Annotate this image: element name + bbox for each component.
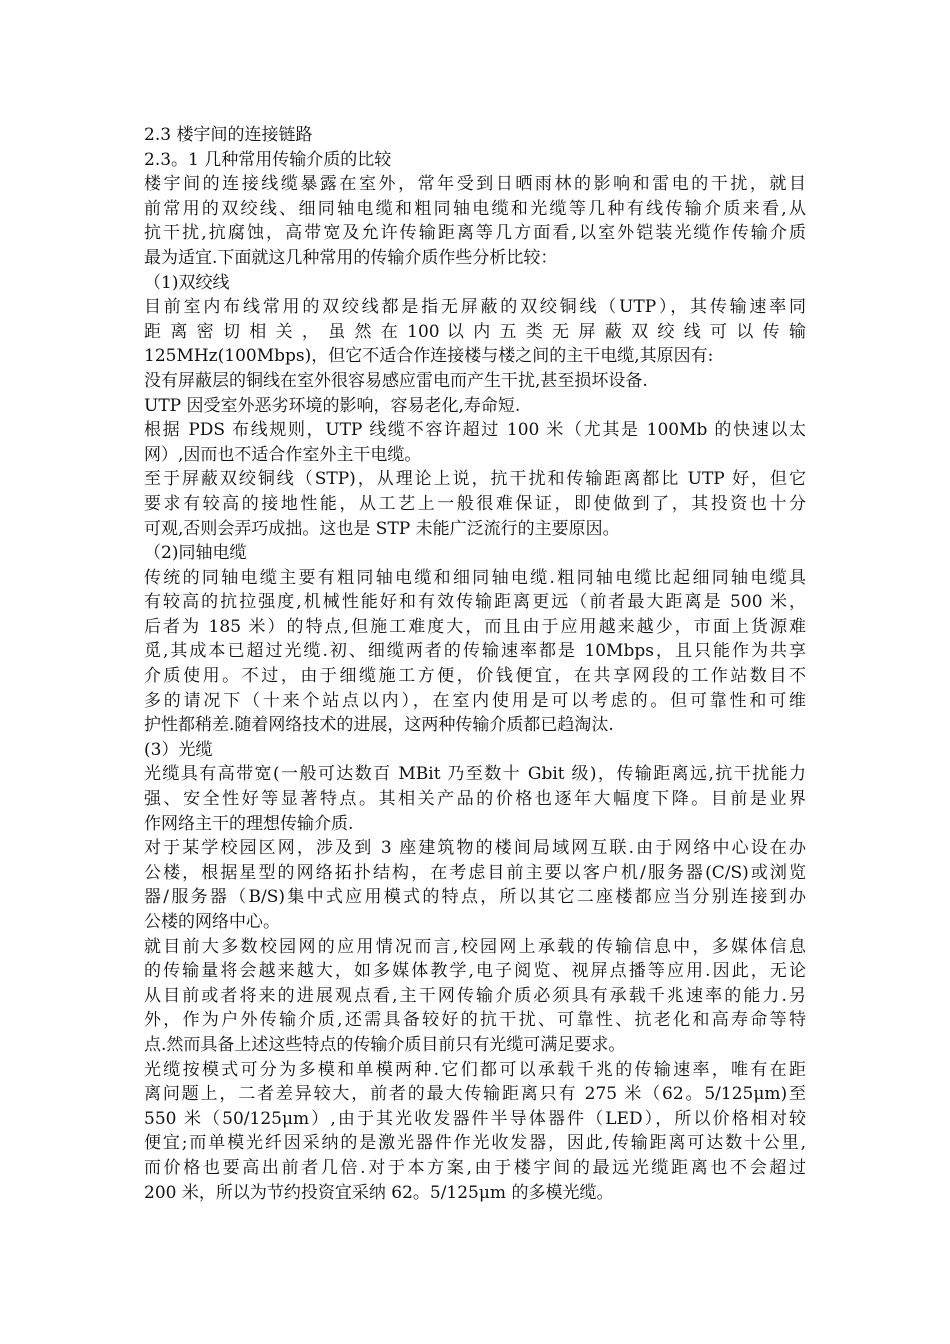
- paragraph-line: 没有屏蔽层的铜线在室外很容易感应雷电而产生干扰,甚至损坏设备.: [144, 370, 648, 391]
- paragraph-line: 公楼，根据星型的网络拓扑结构，在考虑目前主要以客户机/服务器(C/S)或浏览: [144, 862, 806, 883]
- item-heading-fiber: (3）光缆: [144, 739, 213, 760]
- paragraph-line: 介质使用。不过，由于细缆施工方便，价钱便宜，在共享网段的工作站数目不: [144, 666, 806, 687]
- paragraph-line: 器/服务器（B/S)集中式应用模式的特点，所以其它二座楼都应当分别连接到办: [144, 887, 806, 908]
- paragraph-line: 外，作为户外传输介质,还需具备较好的抗干扰、可靠性、抗老化和高寿命等特: [144, 1010, 806, 1031]
- paragraph-line: 后者为 185 米）的特点,但施工难度大，而且由于应用越来越少，市面上货源难: [144, 616, 806, 637]
- paragraph-line: 护性都稍差.随着网络技术的进展，这两种传输介质都已趋淘汰.: [144, 715, 614, 736]
- paragraph-line: 光缆按模式可分为多模和单模两种.它们都可以承载千兆的传输速率，唯有在距: [144, 1059, 806, 1080]
- paragraph-line: 至于屏蔽双绞铜线（STP)，从理论上说，抗干扰和传输距离都比 UTP 好，但它: [144, 469, 806, 490]
- paragraph-line: 最为适宜.下面就这几种常用的传输介质作些分析比较：: [144, 247, 558, 268]
- item-heading-coaxial: （2)同轴电缆: [144, 543, 247, 564]
- paragraph-line: 公楼的网络中心。: [144, 912, 280, 932]
- paragraph-line: UTP 因受室外恶劣环境的影响，容易老化,寿命短.: [144, 395, 521, 416]
- paragraph-line: 多的请况下（十来个站点以内），在室内使用是可以考虑的。但可靠性和可维: [144, 690, 806, 711]
- paragraph-line: 距 离 密 切 相 关 ， 虽 然 在 100 以 内 五 类 无 屏 蔽 双 绞 线 可 以 传 输: [144, 321, 806, 342]
- paragraph-line: 就目前大多数校园网的应用情况而言,校园网上承载的传输信息中，多媒体信息: [144, 936, 806, 957]
- paragraph-line: 125MHz(100Mbps)，但它不适合作连接楼与楼之间的主干电缆,其原因有:: [144, 346, 714, 367]
- section-heading: 2.3 楼宇间的连接链路: [144, 125, 313, 145]
- paragraph-line: 而价格也要高出前者几倍.对于本方案,由于楼宇间的最远光缆距离也不会超过: [144, 1157, 806, 1178]
- paragraph-line: 要求有较高的接地性能，从工艺上一般很难保证，即使做到了，其投资也十分: [144, 493, 806, 514]
- paragraph-line: 可观,否则会弄巧成拙。这也是 STP 未能广泛流行的主要原因。: [144, 518, 620, 539]
- paragraph-line: 光缆具有高带宽(一般可达数百 MBit 乃至数十 Gbit 级)，传输距离远,抗干扰能力: [144, 764, 806, 785]
- paragraph-line: 离问题上，二者差异较大，前者的最大传输距离只有 275 米（62。5/125μm)至: [144, 1084, 806, 1105]
- paragraph-line: 觅,其成本已超过光缆.初、细缆两者的传输速率都是 10Mbps，且只能作为共享: [144, 641, 806, 662]
- paragraph-line: 强、安全性好等显著特点。其相关产品的价格也逐年大幅度下降。目前是业界: [144, 789, 806, 810]
- paragraph-line: 550 米（50/125μm）,由于其光收发器件半导体器件（LED），所以价格相对较: [144, 1108, 806, 1129]
- paragraph-line: 点.然而具备上述这些特点的传输介质目前只有光缆可满足要求。: [144, 1034, 626, 1055]
- paragraph-line: 根据 PDS 布线规则，UTP 线缆不容许超过 100 米（尤其是 100Mb 的快速以太: [144, 420, 806, 441]
- paragraph-line: 便宜;而单模光纤因采纳的是激光器件作光收发器，因此,传输距离可达数十公里,: [144, 1133, 806, 1154]
- paragraph-line: 传统的同轴电缆主要有粗同轴电缆和细同轴电缆.粗同轴电缆比起细同轴电缆具: [144, 567, 806, 588]
- paragraph-line: 对于某学校园区网，涉及到 3 座建筑物的楼间局域网互联.由于网络中心设在办: [144, 838, 806, 859]
- item-heading-twisted-pair: （1)双绞线: [144, 272, 230, 293]
- paragraph-line: 目前室内布线常用的双绞线都是指无屏蔽的双绞铜线（UTP），其传输速率同: [144, 297, 806, 318]
- subsection-heading: 2.3。1 几种常用传输介质的比较: [144, 149, 392, 170]
- paragraph-line: 从目前或者将来的进展观点看,主干网传输介质必须具有承载千兆速率的能力.另: [144, 985, 806, 1006]
- paragraph-line: 的传输量将会越来越大，如多媒体教学,电子阅览、视屏点播等应用.因此，无论: [144, 961, 806, 982]
- paragraph-line: 作网络主干的理想传输介质.: [144, 813, 354, 834]
- paragraph-line: 楼宇间的连接线缆暴露在室外，常年受到日晒雨林的影响和雷电的干扰，就目: [144, 174, 806, 195]
- paragraph-line: 200 米，所以为节约投资宜采纳 62。5/125μm 的多模光缆。: [144, 1182, 614, 1203]
- paragraph-line: 抗干扰,抗腐蚀，高带宽及允许传输距离等几方面看,以室外铠装光缆作传输介质: [144, 223, 806, 244]
- paragraph-line: 有较高的抗拉强度,机械性能好和有效传输距离更远（前者最大距离是 500 米，: [144, 592, 806, 613]
- paragraph-line: 前常用的双绞线、细同轴电缆和粗同轴电缆和光缆等几种有线传输介质来看,从: [144, 198, 806, 219]
- paragraph-line: 网）,因而也不适合作室外主干电缆。: [144, 444, 422, 465]
